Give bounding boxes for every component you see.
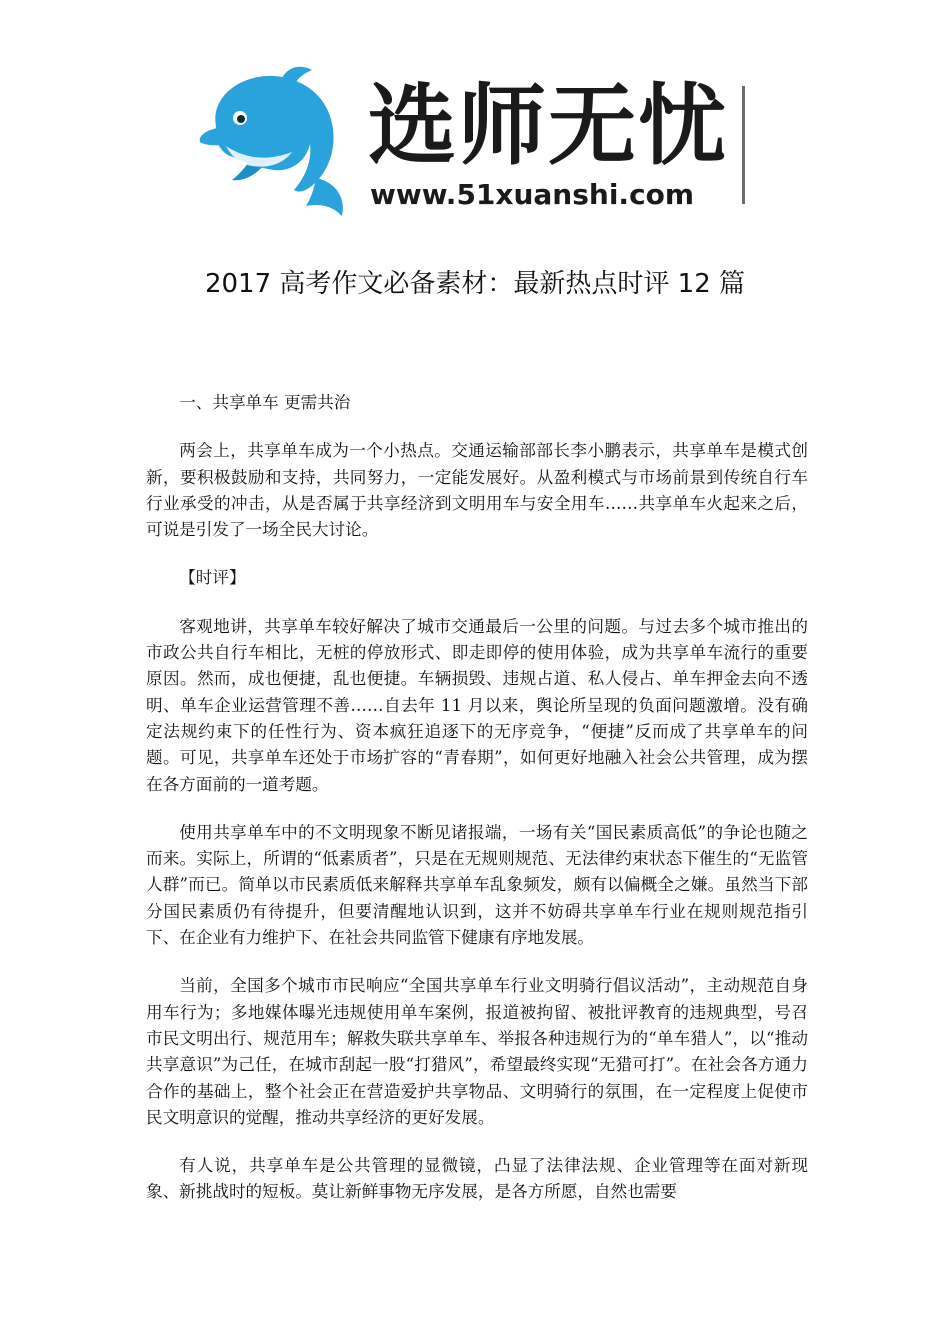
article-body — [146, 390, 808, 1228]
dolphin-logo-icon — [196, 66, 356, 221]
comment-paragraph-3: 当前，全国多个城市市民响应“全国共享单车行业文明骑行倡议活动”，主动规范自身用车行为；多地媒体曝光违规使用单车案例，报道被拘留、被批评教育的违规典型，号召市民文明出行、规范用车；解救失联共享单车、举报各种违规行为的“单车猎人”，以“推动共享意识”为己任，在城市刮起一股“打猎风”，希望最终实现“无猎可打”。在社会各方通力合作的基础上，整个社会正在营造爱护共享物品、文明骑行的氛围，在一定程度上促使市民文明意识的觉醒，推动共享经济的更好发展。 — [146, 976, 808, 1127]
brand-url: www.51xuanshi.com — [370, 178, 695, 211]
intro-paragraph: 两会上，共享单车成为一个小热点。交通运输部部长李小鹏表示，共享单车是模式创新，要积极鼓励和支持，共同努力，一定能发展好。从盈利模式与市场前景到传统自行车行业承受的冲击，从是否属于共享经济到文明用车与安全用车……共享单车火起来之后，可说是引发了一场全民大讨论。 — [146, 441, 808, 540]
comment-paragraph-1: 客观地讲，共享单车较好解决了城市交通最后一公里的问题。与过去多个城市推出的市政公共自行车相比，无桩的停放形式、即走即停的使用体验，成为共享单车流行的重要原因。然而，成也便捷，乱也便捷。车辆损毁、违规占道、私人侵占、单车押金去向不透明、单车企业运营管理不善……自去年 11 月以来，舆论所呈现的负面问题激增。没有确定法规约束下的任性行为、资本疯狂追逐下的无序竞争，“便捷”反而成了共享单车的问题。可见，共享单车还处于市场扩容的“青春期”，如何更好地融入社会公共管理，成为摆在各方面前的一道考题。 — [146, 616, 808, 794]
document-title: 2017 高考作文必备素材：最新热点时评 12 篇 — [204, 269, 746, 299]
section-heading: 一、共享单车 更需共治 — [179, 393, 351, 412]
comment-paragraph-4: 有人说，共享单车是公共管理的显微镜，凸显了法律法规、企业管理等在面对新现象、新挑战时的短板。莫让新鲜事物无序发展，是各方所愿，自然也需要 — [146, 1156, 808, 1202]
brand-logo — [196, 66, 756, 226]
brand-divider — [742, 86, 745, 204]
comment-label: 【时评】 — [179, 568, 246, 588]
brand-name: 选师无忧 — [368, 74, 729, 177]
comment-paragraph-2: 使用共享单车中的不文明现象不断见诸报端，一场有关“国民素质高低”的争论也随之而来。实际上，所谓的“低素质者”，只是在无规则规范、无法律约束状态下催生的“无监管人群”而已。简单以市民素质低来解释共享单车乱象频发，颇有以偏概全之嫌。虽然当下部分国民素质仍有待提升，但要清醒地认识到，这并不妨碍共享单车行业在规则规范指引下、在企业有力维护下、在社会共同监管下健康有序地发展。 — [146, 822, 808, 948]
